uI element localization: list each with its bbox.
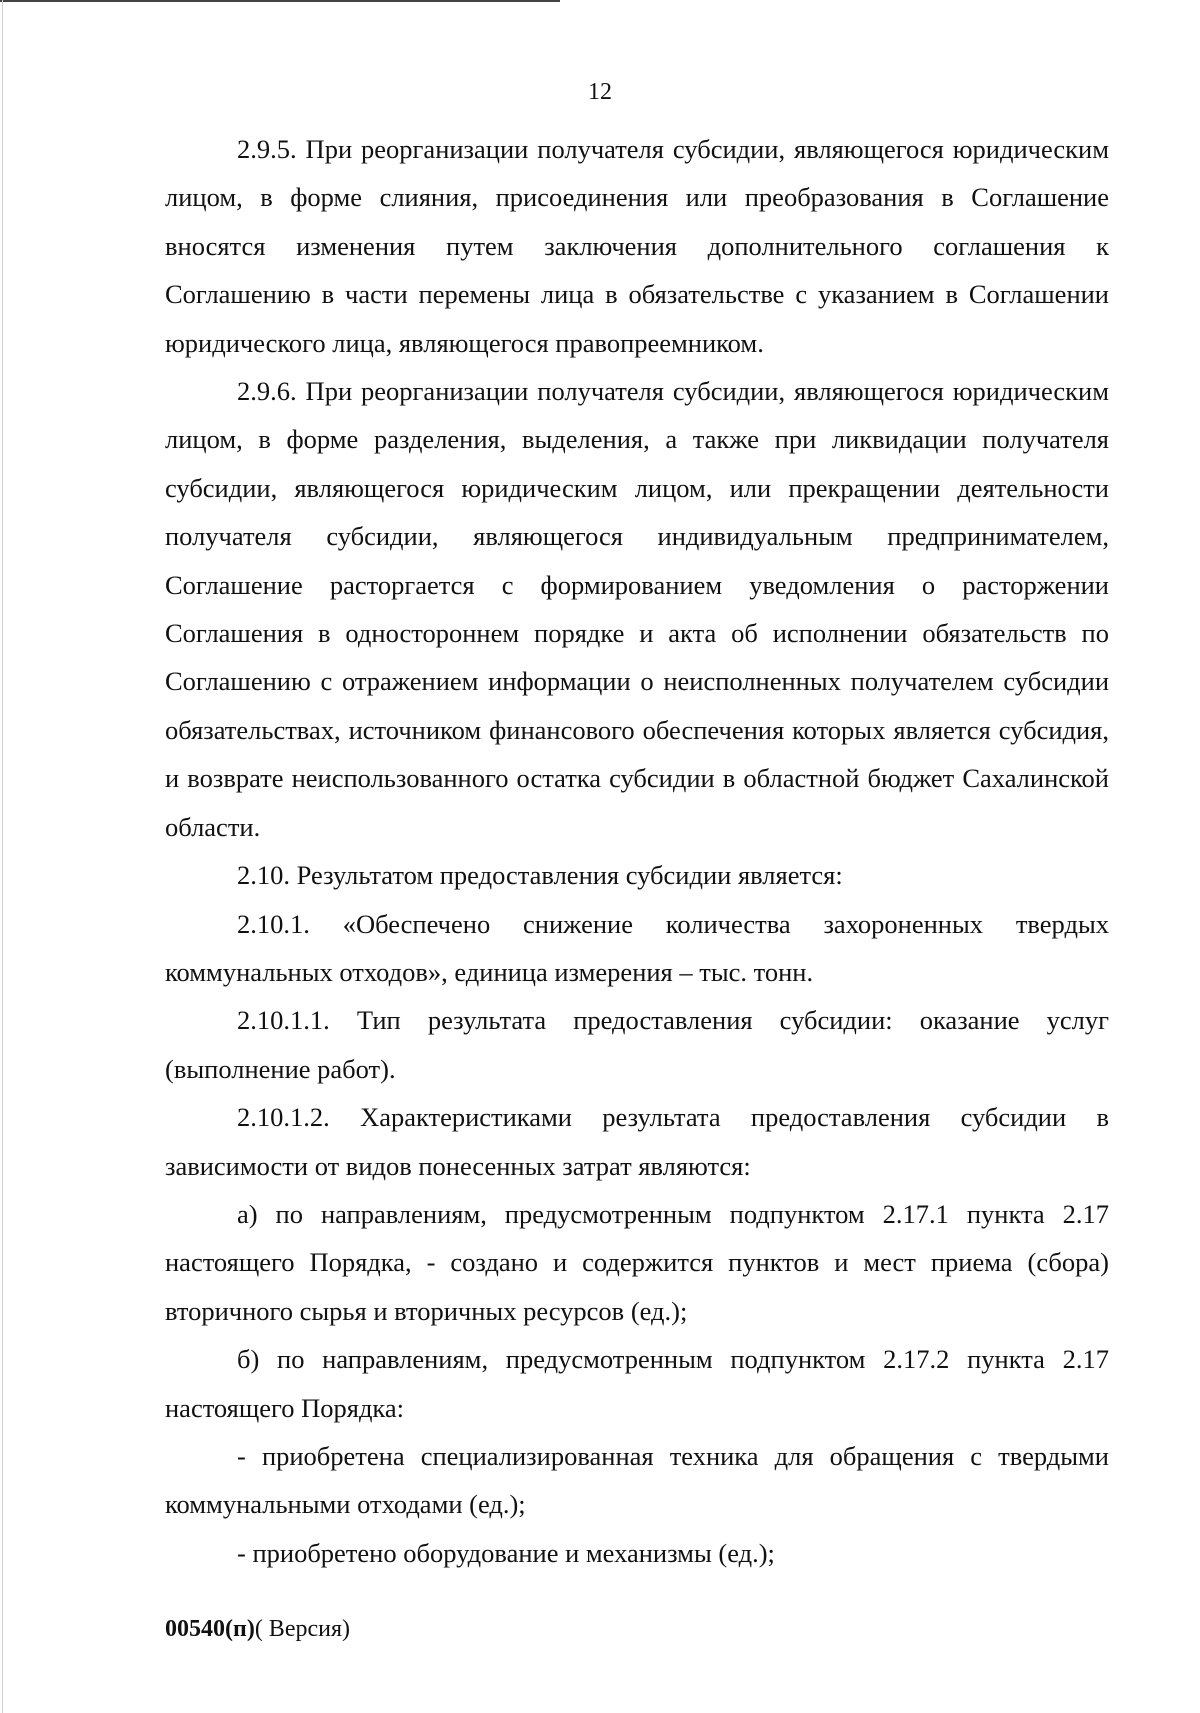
paragraph-item-b-1: - приобретена специализированная техника для обращения с твердыми коммунальными отходами (ед.);: [165, 1440, 1109, 1520]
paragraph-2-9-6: 2.9.6. При реорганизации получателя субсидии, являющегося юридическим лицом, в форме разделения, выделения, а также при ликвидации получателя субсидии, являющегося юридическим лицом, или прекращении деятельности получателя субсидии, являющегося индивидуальным предпринимателем, Соглашение расторгается с формированием уведомления о расторжении Соглашения в одностороннем порядке и акта об исполнении обязательств по Соглашению с отражением информации о неисполненных получателем субсидии обязательствах, источником финансового обеспечения которых является субсидия, и возврате неиспользованного остатка субсидии в областной бюджет Сахалинской области.: [165, 376, 1109, 842]
footer-document-code: 00540(п): [165, 1616, 255, 1642]
document-footer: [165, 1614, 350, 1644]
paragraph-2-10: 2.10. Результатом предоставления субсидии является:: [237, 860, 843, 891]
paragraph-item-b: б) по направлениям, предусмотренным подпунктом 2.17.2 пункта 2.17 настоящего Порядка:: [165, 1344, 1109, 1423]
page-number: 12: [588, 79, 612, 105]
footer-version: ( Версия): [254, 1616, 350, 1642]
paragraph-item-b-2: - приобретено оборудование и механизмы (ед.);: [237, 1537, 775, 1568]
scan-edge-left: [2, 0, 3, 1713]
paragraph-2-10-1-1: 2.10.1.1. Тип результата предоставления субсидии: оказание услуг (выполнение работ).: [165, 1005, 1109, 1084]
scan-edge-top: [0, 0, 560, 2]
paragraph-2-9-5: 2.9.5. При реорганизации получателя субсидии, являющегося юридическим лицом, в форме слияния, присоединения или преобразования в Соглашение вносятся изменения путем заключения дополнительного соглашения к Соглашению в части перемены лица в обязательстве с указанием в Соглашении юридического лица, являющегося правопреемником.: [165, 134, 1109, 358]
document-body: [165, 125, 1109, 1577]
paragraph-2-10-1-2: 2.10.1.2. Характеристиками результата предоставления субсидии в зависимости от видов понесенных затрат являются:: [165, 1102, 1109, 1181]
paragraph-item-a: а) по направлениям, предусмотренным подпунктом 2.17.1 пункта 2.17 настоящего Порядка, - создано и содержится пунктов и мест приема (сбора) вторичного сырья и вторичных ресурсов (ед.);: [165, 1198, 1109, 1326]
paragraph-2-10-1: 2.10.1. «Обеспечено снижение количества захороненных твердых коммунальных отходов», единица измерения – тыс. тонн.: [165, 908, 1109, 987]
